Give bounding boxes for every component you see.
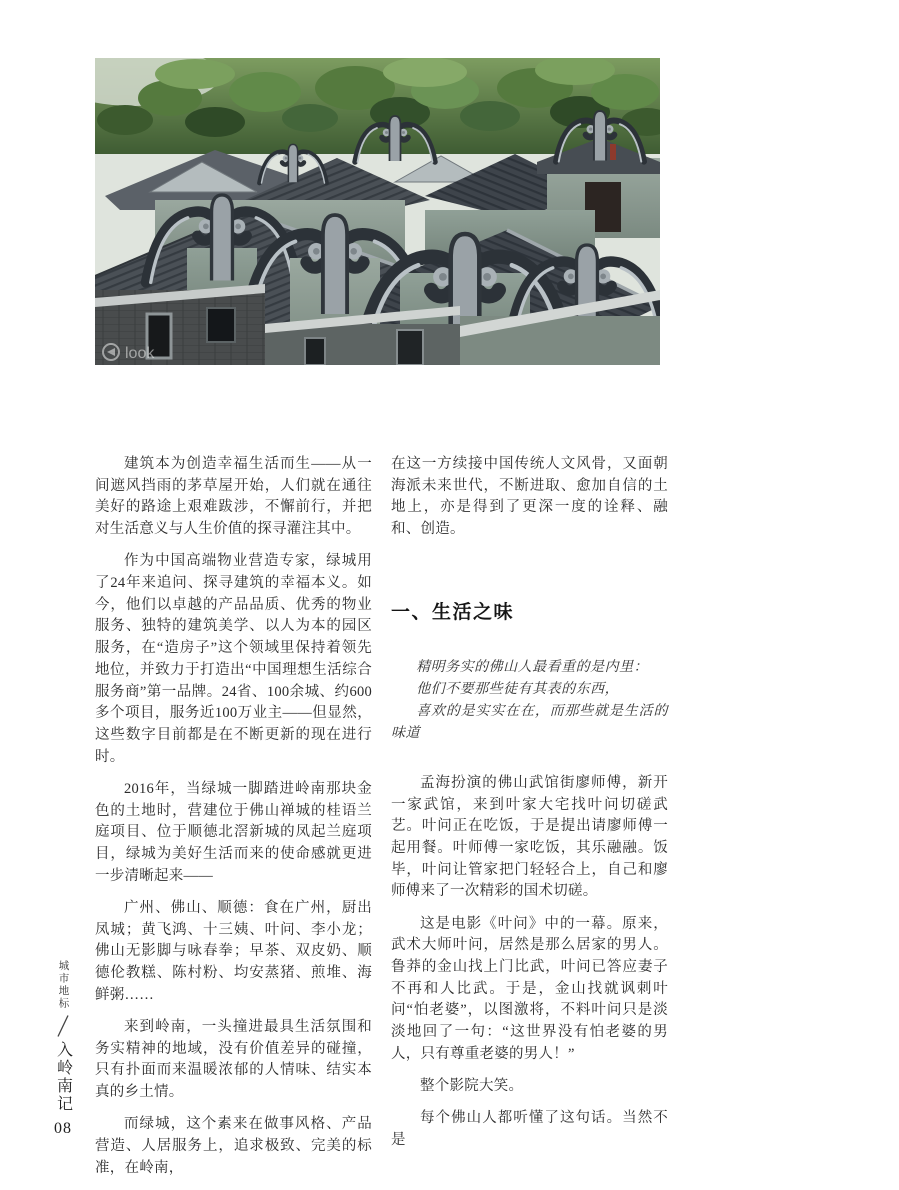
rooftops-illustration (95, 58, 660, 365)
page-sidebar (44, 960, 82, 1138)
page-number: 08 (54, 1120, 72, 1137)
paragraph: 这是电影《叶问》中的一幕。原来，武术大师叶问，居然是那么居家的男人。鲁莽的金山找上门比武，叶问已答应妻子不再和人比武。于是，金山找就讽刺叶问“怕老婆”，以图激将，不料叶问只是淡淡地回了一句：“这世界没有怕老婆的男人，只有尊重老婆的男人！” (391, 915, 668, 1062)
paragraph: 广州、佛山、顺德：食在广州，厨出凤城；黄飞鸿、十三姨、叶问、李小龙；佛山无影脚与咏春拳；早茶、双皮奶、顺德伦教糕、陈村粉、均安蒸猪、煎堆、海鲜粥…… (95, 899, 372, 1003)
paragraph: 孟海扮演的佛山武馆街廖师傅，新开一家武馆，来到叶家大宅找叶问切磋武艺。叶问正在吃饭，于是提出请廖师傅一起用餐。叶师傅一家吃饭，其乐融融。饭毕，叶问让管家把门轻轻合上，自己和廖师傅来了一次精彩的国术切磋。 (391, 774, 668, 900)
paragraph: 而绿城，这个素来在做事风格、产品营造、人居服务上，追求极致、完美的标准，在岭南， (95, 1116, 372, 1176)
paragraph: 建筑本为创造幸福生活而生——从一间遮风挡雨的茅草屋开始，人们就在通往美好的路途上艰难跋涉，不懈前行，并把对生活意义与人生价值的探寻灌注其中。 (95, 456, 372, 538)
epigraph-quote (391, 657, 668, 745)
quote-line: 他们不要那些徒有其表的东西， (416, 681, 620, 697)
sidebar-article-title: 入岭南记 (54, 1041, 72, 1113)
article-left-column (95, 454, 372, 1190)
paragraph: 2016年，当绿城一脚踏进岭南那块金色的土地时，营建位于佛山禅城的桂语兰庭项目、位于顺德北滘新城的凤起兰庭项目，绿城为美好生活而来的使命感就更进一步清晰起来—— (95, 780, 372, 884)
sidebar-section-label: 城市地标 (57, 960, 69, 1010)
paragraph: 在这一方续接中国传统人文风骨，又面朝海派未来世代，不断进取、愈加自信的土地上，亦是得到了更深一度的诠释、融和、创造。 (391, 456, 668, 538)
lingnan-rooftops-photo (95, 58, 660, 365)
paragraph: 整个影院大笑。 (420, 1077, 524, 1094)
quote-line: 精明务实的佛山人最看重的是内里： (416, 659, 649, 675)
sidebar-slash-icon (55, 1014, 71, 1038)
paragraph: 来到岭南，一头撞进最具生活氛围和务实精神的地域，没有价值差异的碰撞，只有扑面而来温暖浓郁的人情味、结实本真的乡土情。 (95, 1018, 372, 1100)
article-right-column (391, 454, 668, 1162)
section-heading: 一、生活之味 (391, 601, 515, 623)
watermark-text: look (125, 345, 155, 362)
paragraph: 每个佛山人都听懂了这句话。当然不是 (391, 1110, 668, 1148)
quote-line: 喜欢的是实实在在，而那些就是生活的味道 (391, 703, 668, 741)
paragraph: 作为中国高端物业营造专家，绿城用了24年来追问、探寻建筑的幸福本义。如今，他们以卓越的产品品质、优秀的物业服务、独特的建筑美学、以人为本的园区服务，在“造房子”这个领域里保持着领先地位，并致力于打造出“中国理想生活综合服务商”第一品牌。24省、100余城、约600多个项目，服务近100万业主——但显然，这些数字目前都是在不断更新的现在进行时。 (95, 553, 372, 765)
